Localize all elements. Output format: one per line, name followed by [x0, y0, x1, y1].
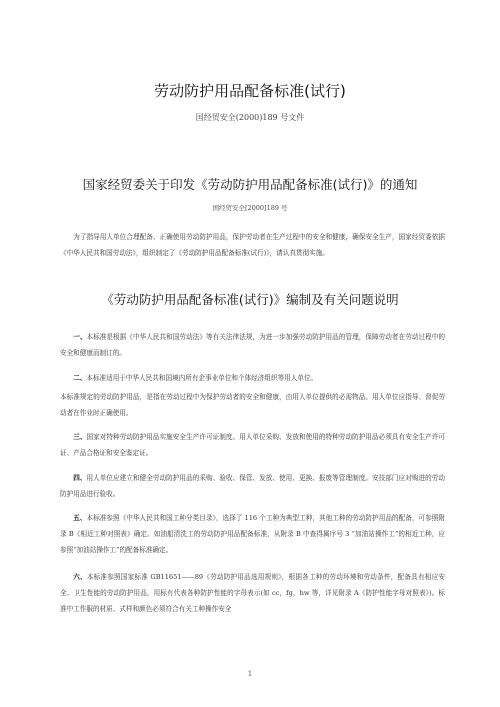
item-number: 三、	[73, 433, 87, 441]
item-text: 本标准参照《中华人民共和国工种分类目录》，选择了 116 个工种为典型工种，其他工种的劳动防护用品的配备，可参照附录 B《相近工种对照表》确定。如油船清洗工的劳动防护用品配备标准，从附录 B 中查得属序号 3 “加油站操作工”的相近工种，应参照“加油站操作工”的配备标准确定。	[60, 514, 446, 554]
item-text: 本标准规定的劳动防护用品，是指在劳动过程中为保护劳动者的安全和健康，由用人单位提供的必需物品。用人单位应指导、督促劳动者在作业时正确使用。	[60, 393, 445, 417]
item-paragraph	[60, 429, 445, 461]
item-text: 本标准参照国家标准 GB11651——89《劳动防护用品选用规则》，根据各工种的劳动环境和劳动条件，配备具有相应安全、卫生性能的劳动防护用品，用标有代表各种防护性能的字母表示(如 cc，fg，hw 等，详见附录 A《防护性能字母对照表》)。标准中工作服的材质、式样和颜色必须符合有关工种操作安全	[60, 573, 445, 613]
item-number: 一、	[73, 333, 87, 341]
item-text: 本标准适用于中华人民共和国境内所有企事业单位和个体经济组织等用人单位。	[86, 374, 318, 382]
notice-body: 为了指导用人单位合理配备、正确使用劳动防护用品，保护劳动者在生产过程中的安全和健康，确保安全生产，国家经贸委依据《中华人民共和国劳动法》，组织制定了《劳动防护用品配备标准(试行)》，请认真贯彻实施。	[60, 233, 445, 257]
item-paragraph	[60, 569, 445, 617]
item-paragraph	[60, 510, 445, 558]
notice-title: 国家经贸委关于印发《劳动防护用品配备标准(试行)》的通知	[82, 177, 418, 192]
item-paragraph	[60, 370, 445, 386]
item-number: 六、	[73, 573, 87, 581]
document-subtitle: 国经贸安全(2000)189 号文件	[195, 113, 305, 122]
item-paragraph	[60, 389, 445, 421]
item-number: 二、	[73, 374, 87, 382]
section-title: 《劳动防护用品配备标准(试行)》编制及有关问题说明	[101, 292, 399, 307]
item-number: 五、	[73, 514, 87, 522]
item-paragraph	[60, 329, 445, 361]
notice-number: 国经贸安全[2000]189 号	[212, 204, 288, 212]
item-text: 国家对特种劳动防护用品实施安全生产许可证制度。用人单位采购、发放和使用的特种劳动防护用品必须具有安全生产许可证、产品合格证和安全鉴定证。	[60, 433, 445, 457]
page-number: 1	[247, 670, 253, 678]
item-number: 四、	[73, 474, 87, 482]
item-paragraph	[60, 470, 445, 502]
item-text: 用人单位应建立和健全劳动防护用品的采购、验收、保管、发放、使用、更换、报废等管理制度。安技部门应对购进的劳动防护用品进行验收。	[60, 474, 445, 498]
document-title: 劳动防护用品配备标准(试行)	[154, 82, 346, 100]
item-text: 本标准是根据《中华人民共和国劳动法》等有关法律法规，为进一步加强劳动防护用品的管理，保障劳动者在劳动过程中的安全和健康而制订的。	[60, 333, 445, 357]
